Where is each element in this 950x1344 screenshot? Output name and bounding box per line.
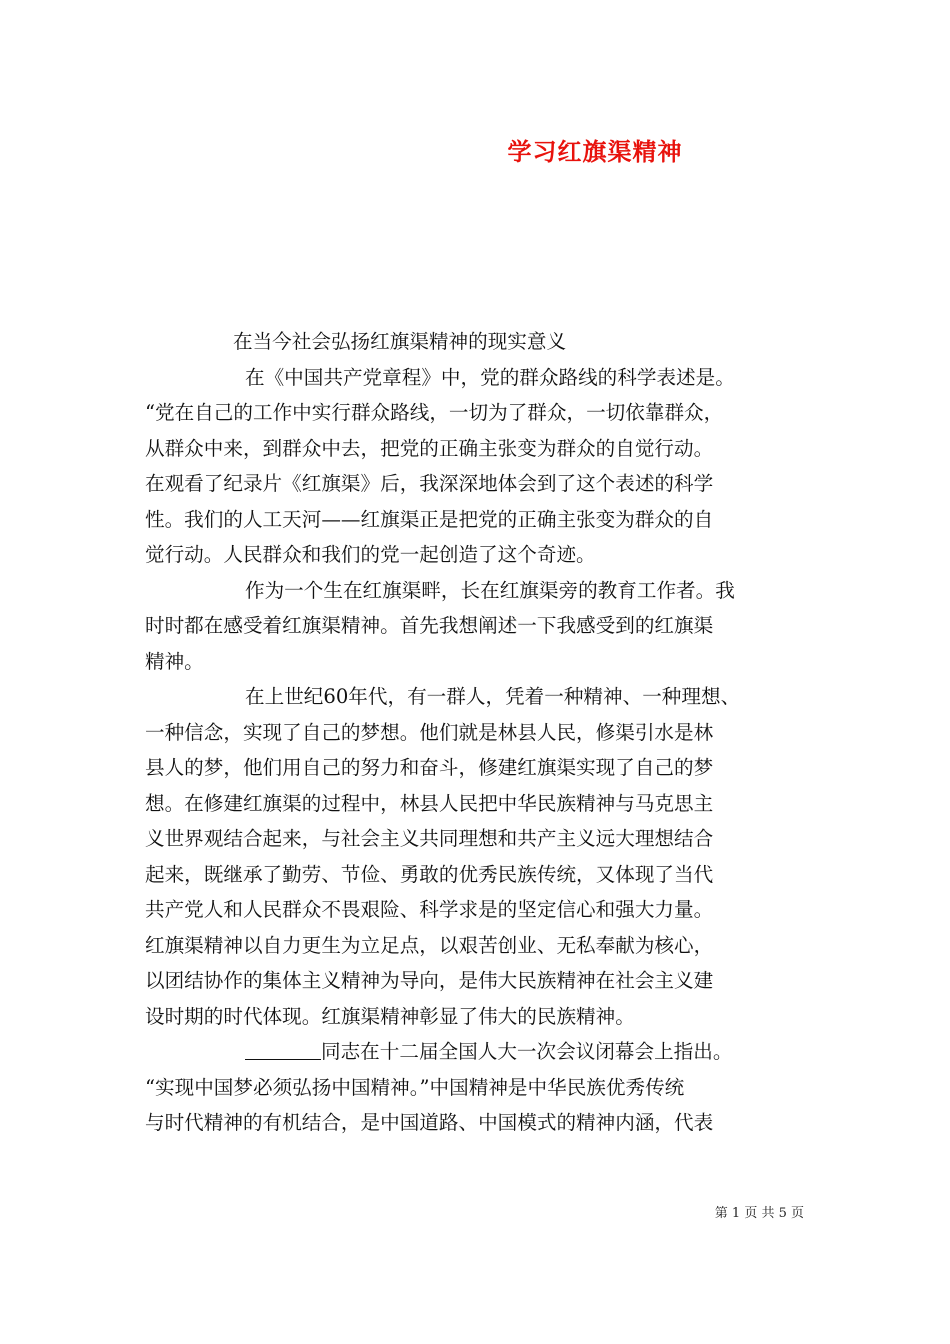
body-line: 想。在修建红旗渠的过程中，林县人民把中华民族精神与马克思主	[145, 791, 714, 815]
body-line: 在上世纪60年代，有一群人，凭着一种精神、一种理想、	[245, 685, 741, 708]
body-line: 作为一个生在红旗渠畔，长在红旗渠旁的教育工作者。我	[245, 578, 735, 602]
body-line: “党在自己的工作中实行群众路线，一切为了群众，一切依靠群众，	[145, 401, 724, 424]
body-line: “实现中国梦必须弘扬中国精神。”中国精神是中华民族优秀传统	[145, 1075, 685, 1099]
body-line: 在当今社会弘扬红旗渠精神的现实意义	[233, 330, 567, 353]
body-line: 时时都在感受着红旗渠精神。首先我想阐述一下我感受到的红旗渠	[145, 614, 714, 637]
document-body	[145, 324, 807, 1141]
body-line: 义世界观结合起来，与社会主义共同理想和共产主义远大理想结合	[145, 827, 714, 850]
page-number: 第 1 页 共 5 页	[714, 1206, 804, 1221]
body-line: 精神。	[145, 649, 204, 673]
body-line: 在《中国共产党章程》中，党的群众路线的科学表述是。	[245, 365, 735, 389]
body-line: 与时代精神的有机结合，是中国道路、中国模式的精神内涵，代表	[145, 1111, 714, 1134]
body-line: 从群众中来，到群众中去，把党的正确主张变为群众的自觉行动。	[145, 436, 714, 460]
body-line: 共产党人和人民群众不畏艰险、科学求是的坚定信心和强大力量。	[145, 898, 714, 921]
body-line: 性。我们的人工天河——红旗渠正是把党的正确主张变为群众的自	[145, 507, 714, 531]
body-line: 红旗渠精神以自力更生为立足点，以艰苦创业、无私奉献为核心，	[145, 933, 714, 957]
blank-underline	[245, 1039, 321, 1060]
body-line: 以团结协作的集体主义精神为导向，是伟大民族精神在社会主义建	[145, 969, 714, 992]
body-line: 在观看了纪录片《红旗渠》后，我深深地体会到了这个表述的科学	[145, 472, 714, 495]
body-line: 县人的梦，他们用自己的努力和奋斗，修建红旗渠实现了自己的梦	[145, 756, 714, 779]
body-line-with-blank	[145, 1034, 807, 1070]
body-line: 设时期的时代体现。红旗渠精神彰显了伟大的民族精神。	[145, 1004, 635, 1028]
body-line: 起来，既继承了勤劳、节俭、勇敢的优秀民族传统，又体现了当代	[145, 862, 714, 886]
body-line: 一种信念，实现了自己的梦想。他们就是林县人民，修渠引水是林	[145, 720, 714, 744]
body-line: 觉行动。人民群众和我们的党一起创造了这个奇迹。	[145, 543, 596, 566]
body-line-text: 同志在十二届全国人大一次会议闭幕会上指出。	[321, 1040, 733, 1063]
document-title: 学习红旗渠精神	[507, 138, 683, 166]
